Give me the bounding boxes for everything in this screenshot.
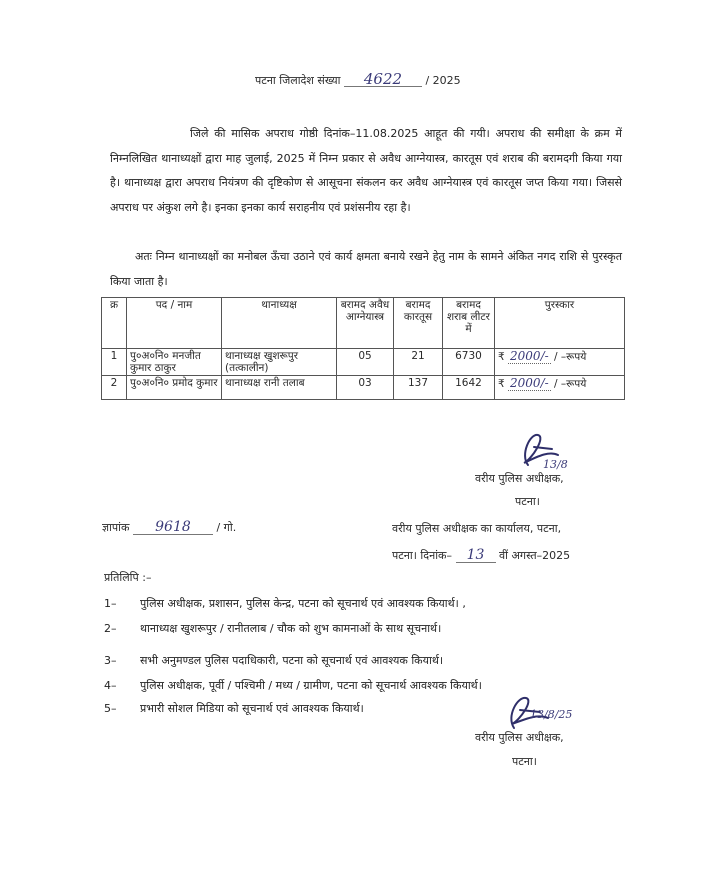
signature-1-date: 13/8 xyxy=(543,458,568,471)
cell-firearms: 03 xyxy=(337,376,394,400)
cell-cartridges: 21 xyxy=(394,349,443,376)
cell-station: थानाध्यक्ष खुशरूपुर (तत्कालीन) xyxy=(222,349,337,376)
currency-symbol: ₹ xyxy=(498,378,505,390)
memo-number: 9618 xyxy=(133,520,213,535)
currency-symbol: ₹ xyxy=(498,351,505,363)
office-address: वरीय पुलिस अधीक्षक का कार्यालय, पटना, xyxy=(392,522,562,535)
copy-number: 3– xyxy=(104,654,117,667)
memo-label: ज्ञापांक xyxy=(102,521,130,534)
copy-number: 1– xyxy=(104,597,117,610)
table-header-row xyxy=(102,298,625,349)
memo-date-prefix: पटना। दिनांक– xyxy=(392,549,453,562)
table-row xyxy=(102,349,625,376)
signature-2-date: 13/8/25 xyxy=(530,708,573,721)
memo-line xyxy=(102,520,236,535)
cell-liquor: 1642 xyxy=(443,376,495,400)
reward-suffix: / –रूपये xyxy=(554,378,587,390)
award-table xyxy=(101,297,625,400)
copy-text: पुलिस अधीक्षक, प्रशासन, पुलिस केन्द्र, पटना को सूचनार्थ एवं आवश्यक कियार्थ। , xyxy=(140,597,466,610)
copy-number: 4– xyxy=(104,679,117,692)
col-header-cartridges: बरामद कारतूस xyxy=(394,298,443,349)
order-header xyxy=(255,72,461,88)
reward-amount: 2000/- xyxy=(510,376,549,390)
cell-name: पु०अ०नि० प्रमोद कुमार xyxy=(127,376,222,400)
copy-text: प्रभारी सोशल मिडिया को सूचनार्थ एवं आवश्यक कियार्थ। xyxy=(140,702,364,715)
copy-label: प्रतिलिपि :– xyxy=(104,571,152,584)
col-header-reward: पुरस्कार xyxy=(495,298,625,349)
copy-number: 5– xyxy=(104,702,117,715)
reward-suffix: / –रूपये xyxy=(554,351,587,363)
cell-sn: 1 xyxy=(102,349,127,376)
memo-suffix: / गो. xyxy=(216,521,237,534)
copy-text: पुलिस अधीक्षक, पूर्वी / पश्चिमी / मध्य / ग्रामीण, पटना को सूचनार्थ आवश्यक कियार्थ। xyxy=(140,679,482,692)
col-header-sn: क्र xyxy=(102,298,127,349)
memo-date xyxy=(392,548,570,563)
col-header-station: थानाध्यक्ष xyxy=(222,298,337,349)
order-year: / 2025 xyxy=(425,74,461,87)
memo-date-day: 13 xyxy=(456,548,496,563)
memo-date-suffix: वीं अगस्त–2025 xyxy=(499,549,571,562)
paragraph-1-text: जिले की मासिक अपराध गोष्ठी दिनांक–11.08.2025 आहूत की गयी। अपराध की समीक्षा के क्रम में निम्नलिखित थानाध्यक्षों द्वारा माह जुलाई, 2025 में निम्न प्रकार से अवैध आग्नेयास्त्र, कारतूस एवं शराब की बरामदगी किया गया है। थानाध्यक्ष द्वारा अपराध नियंत्रण की दृष्टिकोण से आसूचना संकलन कर अवैध आग्नेयास्त्र एवं कारतूस जप्त किया गया। जिससे अपराध पर अंकुश लगे है। इनका इनका कार्य सराहनीय एवं प्रशंसनीय रहा है। xyxy=(110,127,622,214)
cell-firearms: 05 xyxy=(337,349,394,376)
col-header-firearms: बरामद अवैध आग्नेयास्त्र xyxy=(337,298,394,349)
cell-cartridges: 137 xyxy=(394,376,443,400)
cell-sn: 2 xyxy=(102,376,127,400)
col-header-liquor: बरामद शराब लीटर में xyxy=(443,298,495,349)
copy-number: 2– xyxy=(104,622,117,635)
order-prefix: पटना जिलादेश संख्या xyxy=(255,74,341,87)
signature-2-title: वरीय पुलिस अधीक्षक, xyxy=(475,731,564,744)
paragraph-2 xyxy=(110,245,622,294)
table-row xyxy=(102,376,625,400)
cell-reward xyxy=(495,376,625,400)
paragraph-2-text: अतः निम्न थानाध्यक्षों का मनोबल ऊँचा उठाने एवं कार्य क्षमता बनाये रखने हेतु नाम के सामने अंकित नगद राशि से पुरस्कृत किया जाता है। xyxy=(110,250,622,288)
signature-2-place: पटना। xyxy=(512,755,537,768)
copy-text: थानाध्यक्ष खुशरूपुर / रानीतलाब / चौक को शुभ कामनाओं के साथ सूचनार्थ। xyxy=(140,622,442,635)
copy-text: सभी अनुमण्डल पुलिस पदाधिकारी, पटना को सूचनार्थ एवं आवश्यक कियार्थ। xyxy=(140,654,444,667)
cell-name: पु०अ०नि० मनजीत कुमार ठाकुर xyxy=(127,349,222,376)
col-header-name: पद / नाम xyxy=(127,298,222,349)
signature-1-title: वरीय पुलिस अधीक्षक, xyxy=(475,472,564,485)
signature-1-place: पटना। xyxy=(515,495,540,508)
cell-liquor: 6730 xyxy=(443,349,495,376)
order-number: 4622 xyxy=(344,72,422,87)
paragraph-1 xyxy=(110,122,622,220)
cell-station: थानाध्यक्ष रानी तलाब xyxy=(222,376,337,400)
cell-reward xyxy=(495,349,625,376)
reward-amount: 2000/- xyxy=(510,349,549,363)
